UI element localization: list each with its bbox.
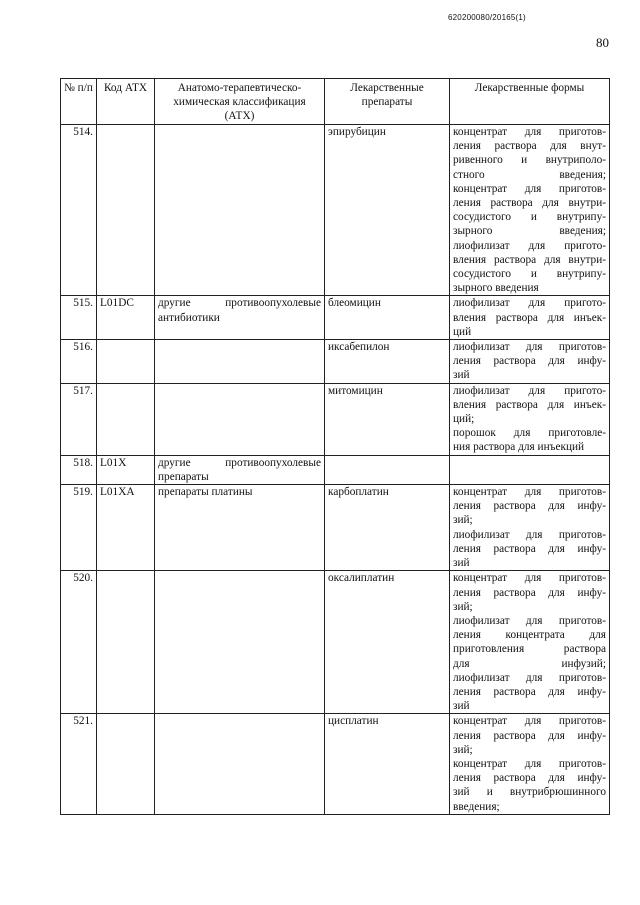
classification-cell (155, 340, 325, 384)
dosage-form-line: вления раствора для инъек- (453, 398, 606, 411)
drug-name-cell (325, 455, 450, 484)
classification-cell (155, 571, 325, 714)
dosage-form-line: концентрат для приготов- (453, 486, 606, 499)
atc-code-cell: L01XA (97, 485, 155, 571)
classification-cell (155, 125, 325, 296)
dosage-form-line: ления раствора для инфу- (453, 729, 606, 742)
atc-code-cell: L01DC (97, 296, 155, 340)
dosage-form-line: ления раствора для инфу- (453, 685, 606, 698)
atc-code-cell (97, 571, 155, 714)
atc-code-cell (97, 383, 155, 455)
classification-cell: препараты платины (155, 485, 325, 571)
dosage-form-line: ций (453, 325, 472, 338)
dosage-form-line: ления раствора для инфу- (453, 355, 606, 368)
header-code: Код АТХ (97, 79, 155, 125)
row-number-cell: 515. (61, 296, 97, 340)
dosage-form-line: ления раствора для внут- (453, 140, 606, 153)
dosage-forms-cell (450, 340, 610, 384)
table-body (61, 125, 610, 815)
dosage-form-line: порошок для приготовле- (453, 427, 606, 440)
row-number-cell: 521. (61, 714, 97, 814)
header-classification: Анатомо-терапевтическо-химическая классификация (АТХ) (155, 79, 325, 125)
table-row (61, 455, 610, 484)
table-row (61, 571, 610, 714)
table-row (61, 125, 610, 296)
dosage-form-line: вления раствора для инъек- (453, 311, 606, 324)
page-number: 80 (596, 35, 609, 50)
atc-code-cell (97, 714, 155, 814)
dosage-form-line: лиофилизат для приготов- (453, 341, 606, 354)
dosage-forms-cell (450, 383, 610, 455)
classification-cell (155, 383, 325, 455)
table-row (61, 714, 610, 814)
table-row (61, 383, 610, 455)
table-header-row (61, 79, 610, 125)
drug-name-cell: блеомицин (325, 296, 450, 340)
drug-name-cell: эпирубицин (325, 125, 450, 296)
document-code: 620200080/20165(1) (448, 13, 526, 22)
dosage-form-line: концентрат для приготов- (453, 126, 606, 138)
row-number-cell: 518. (61, 455, 97, 484)
dosage-forms-cell (450, 571, 610, 714)
row-number-cell: 516. (61, 340, 97, 384)
dosage-form-line: зий (453, 700, 470, 713)
dosage-form-line: лиофилизат для пригото- (453, 384, 606, 397)
dosage-form-line: ния раствора для инъекций (453, 441, 585, 454)
drug-name-cell: цисплатин (325, 714, 450, 814)
dosage-form-line: сосудистого и внутрипу- (453, 211, 606, 224)
dosage-forms-cell (450, 125, 610, 296)
dosage-form-line: зий; (453, 743, 473, 756)
dosage-forms-cell (450, 485, 610, 571)
dosage-form-line: лиофилизат для приготов- (453, 528, 606, 541)
dosage-form-line: ления концентрата для (453, 629, 606, 642)
dosage-form-line: сосудистого и внутрипу- (453, 268, 606, 281)
table-row (61, 485, 610, 571)
row-number-cell: 517. (61, 383, 97, 455)
dosage-form-line: ривенного и внутриполо- (453, 154, 606, 167)
atc-code-cell (97, 125, 155, 296)
dosage-forms-cell (450, 714, 610, 814)
classification-cell: другие противоопухолевые антибиотики (155, 296, 325, 340)
dosage-form-line: ления раствора для инфу- (453, 542, 606, 555)
dosage-form-line: зий; (453, 600, 473, 613)
atc-code-cell: L01X (97, 455, 155, 484)
dosage-form-line: для инфузий; (453, 657, 606, 670)
dosage-form-line: концентрат для приготов- (453, 715, 606, 728)
dosage-form-line: зырного введения; (453, 225, 606, 238)
table-row (61, 340, 610, 384)
atc-code-cell (97, 340, 155, 384)
dosage-forms-cell (450, 455, 610, 484)
drug-name-cell: иксабепилон (325, 340, 450, 384)
dosage-forms-cell (450, 296, 610, 340)
header-num: № п/п (61, 79, 97, 125)
dosage-form-line: ления раствора для внутри- (453, 197, 606, 210)
dosage-form-line: вления раствора для внутри- (453, 253, 606, 266)
row-number-cell: 520. (61, 571, 97, 714)
dosage-form-line: зырного введения (453, 282, 539, 295)
header-forms: Лекарственные формы (450, 79, 610, 125)
dosage-form-line: концентрат для приготов- (453, 572, 606, 585)
dosage-form-line: ления раствора для инфу- (453, 772, 606, 785)
dosage-form-line: введения; (453, 800, 500, 813)
dosage-form-line: ления раствора для инфу- (453, 586, 606, 599)
row-number-cell: 514. (61, 125, 97, 296)
dosage-form-line: лиофилизат для пригото- (453, 239, 606, 252)
dosage-form-line: зий; (453, 514, 473, 527)
dosage-form-line: ления раствора для инфу- (453, 500, 606, 513)
dosage-form-line: лиофилизат для приготов- (453, 671, 606, 684)
dosage-form-line: концентрат для приготов- (453, 182, 606, 195)
dosage-form-line: приготовления раствора (453, 643, 606, 656)
dosage-form-line: стного введения; (453, 168, 606, 181)
dosage-form-line: зий (453, 557, 470, 570)
drug-name-cell: карбоплатин (325, 485, 450, 571)
dosage-form-line: лиофилизат для пригото- (453, 297, 606, 310)
table-row (61, 296, 610, 340)
drug-name-cell: оксалиплатин (325, 571, 450, 714)
classification-cell (155, 714, 325, 814)
drug-name-cell: митомицин (325, 383, 450, 455)
header-drugs: Лекарственные препараты (325, 79, 450, 125)
dosage-form-line: ций; (453, 413, 475, 426)
classification-cell: другие противоопухолевые препараты (155, 455, 325, 484)
row-number-cell: 519. (61, 485, 97, 571)
dosage-form-line: лиофилизат для приготов- (453, 614, 606, 627)
dosage-form-line: концентрат для приготов- (453, 757, 606, 770)
dosage-form-line: зий и внутрибрюшинного (453, 786, 606, 799)
dosage-form-line: зий (453, 369, 470, 382)
drug-table (60, 78, 610, 815)
